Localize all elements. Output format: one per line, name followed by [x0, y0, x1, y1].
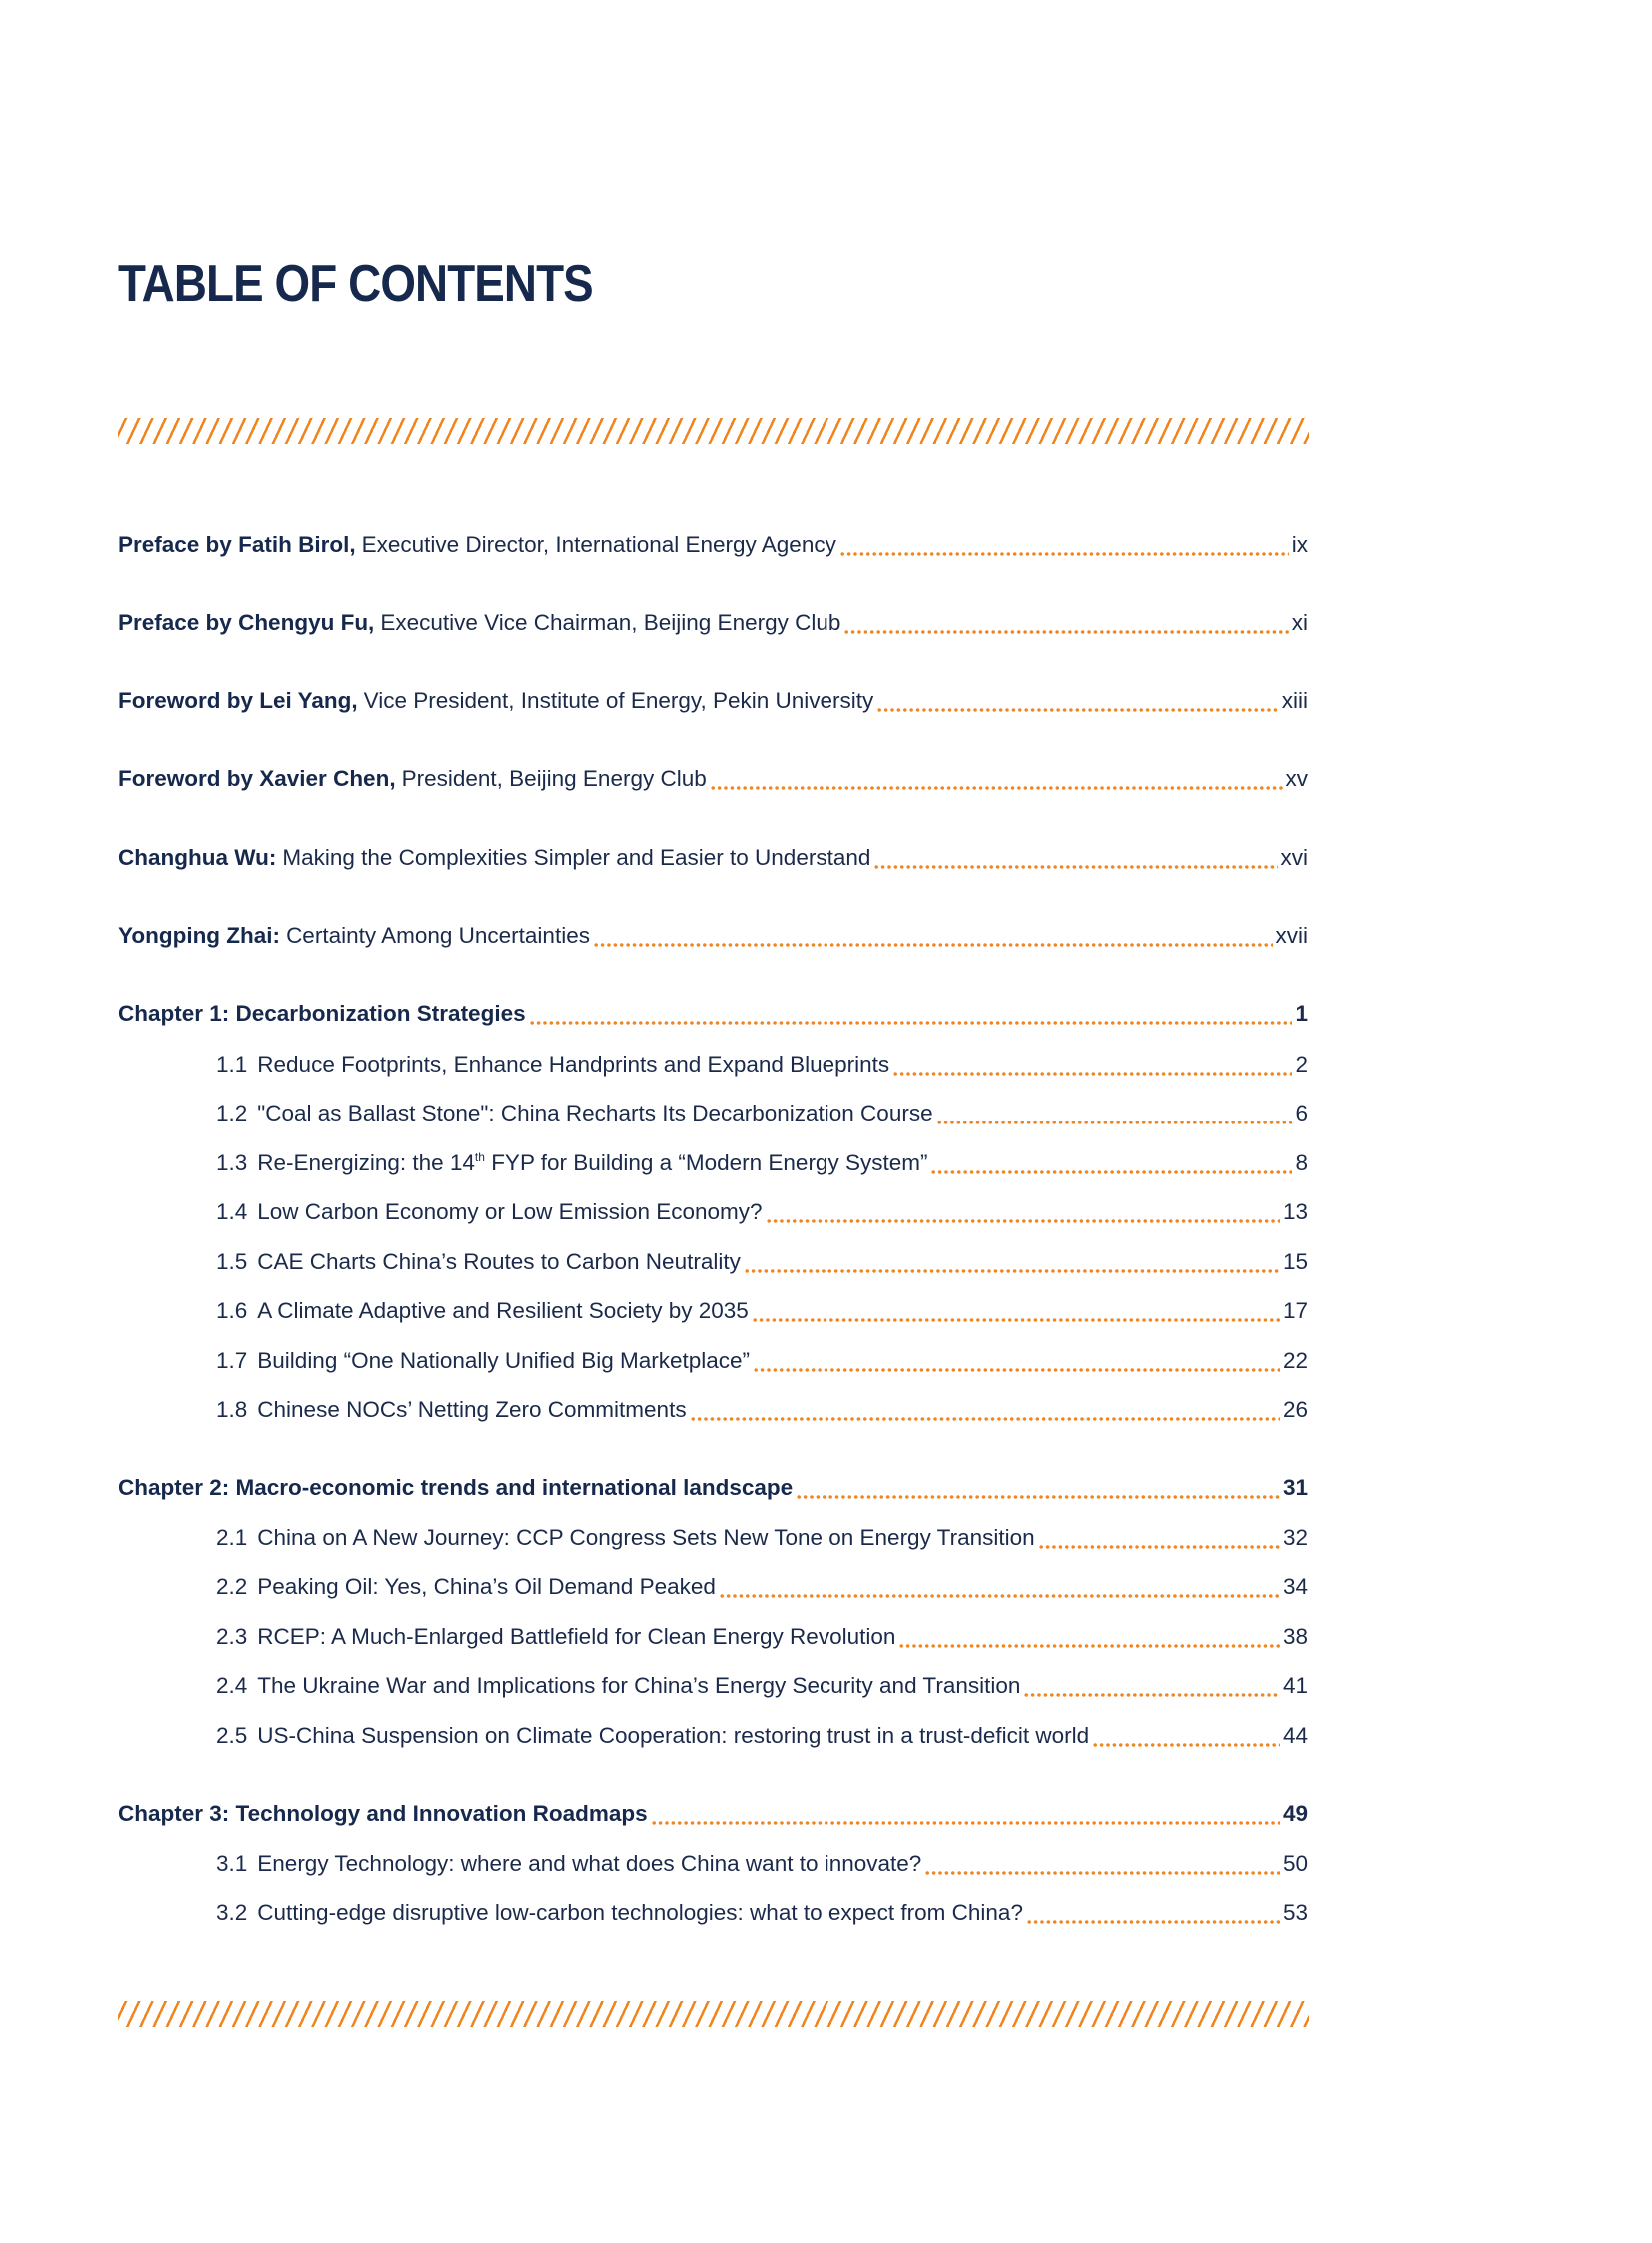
top-hatch-divider [118, 418, 1309, 444]
dot-leader [1023, 1693, 1280, 1697]
dot-leader [930, 1170, 1292, 1174]
section-title: China on A New Journey: CCP Congress Sets New Tone on Energy Transition [257, 1525, 1035, 1550]
toc-entry-yongping-zhai[interactable] [118, 923, 1308, 955]
entry-text: Certainty Among Uncertainties [286, 923, 590, 948]
page-number: 31 [1282, 1475, 1308, 1500]
section-number: 1.6 [216, 1298, 248, 1323]
page-number: 50 [1282, 1851, 1308, 1876]
toc-section-2-3[interactable] [216, 1624, 1308, 1656]
toc-section-2-5[interactable] [216, 1723, 1308, 1755]
toc-section-1-4[interactable] [216, 1199, 1308, 1231]
page-number: 53 [1282, 1900, 1308, 1925]
page-number: 34 [1282, 1574, 1308, 1599]
dot-leader [873, 865, 1277, 869]
section-title: US-China Suspension on Climate Cooperation: restoring trust in a trust-deficit world [257, 1723, 1090, 1748]
section-title: Energy Technology: where and what does China want to innovate? [257, 1851, 922, 1876]
dot-leader [924, 1871, 1280, 1875]
section-number: 1.4 [216, 1199, 248, 1224]
toc-chapter-1[interactable] [118, 1001, 1308, 1033]
page-number: 1 [1295, 1001, 1308, 1026]
dot-leader [753, 1368, 1280, 1372]
section-title: Chinese NOCs’ Netting Zero Commitments [257, 1397, 687, 1422]
toc-chapter-3[interactable] [118, 1801, 1308, 1833]
page-number: 32 [1282, 1525, 1308, 1550]
section-title: Peaking Oil: Yes, China’s Oil Demand Peaked [257, 1574, 716, 1599]
page-number: 41 [1282, 1673, 1308, 1698]
toc-section-3-2[interactable] [216, 1900, 1308, 1932]
page-number: 17 [1282, 1298, 1308, 1323]
chapter-title: Chapter 1: Decarbonization Strategies [118, 1001, 526, 1026]
entry-lead: Preface by Chengyu Fu, [118, 610, 375, 635]
dot-leader [529, 1021, 1293, 1025]
section-number: 3.1 [216, 1851, 248, 1876]
dot-leader [876, 708, 1278, 712]
section-title: Cutting-edge disruptive low-carbon technologies: what to expect from China? [257, 1900, 1023, 1925]
section-title [257, 1150, 927, 1176]
page-number: 49 [1282, 1801, 1308, 1826]
toc-section-2-4[interactable] [216, 1673, 1308, 1705]
section-number: 3.2 [216, 1900, 248, 1925]
page-number: 8 [1295, 1150, 1308, 1175]
page-number: 15 [1282, 1249, 1308, 1274]
dot-leader [766, 1219, 1280, 1223]
entry-lead: Changhua Wu: [118, 845, 277, 870]
page-number: xiii [1281, 688, 1308, 713]
dot-leader [651, 1821, 1280, 1825]
dot-leader [710, 786, 1283, 790]
toc-section-1-5[interactable] [216, 1249, 1308, 1281]
page-title: TABLE OF CONTENTS [118, 255, 593, 313]
section-title-part: Re-Energizing: the 14 [257, 1150, 475, 1175]
section-number: 2.4 [216, 1673, 248, 1698]
entry-lead: Preface by Fatih Birol, [118, 532, 356, 557]
page-number: 22 [1282, 1348, 1308, 1373]
page-number: 26 [1282, 1397, 1308, 1422]
toc-section-3-1[interactable] [216, 1851, 1308, 1883]
dot-leader [752, 1318, 1280, 1322]
dot-leader [892, 1072, 1292, 1076]
entry-text: President, Beijing Energy Club [401, 766, 707, 791]
page-number: xvii [1275, 923, 1308, 948]
page-number: 44 [1282, 1723, 1308, 1748]
section-title: Reduce Footprints, Enhance Handprints and Expand Blueprints [257, 1052, 890, 1077]
page-number: 38 [1282, 1624, 1308, 1649]
section-title: Low Carbon Economy or Low Emission Economy? [257, 1199, 763, 1224]
chapter-title: Chapter 3: Technology and Innovation Roadmaps [118, 1801, 648, 1826]
entry-text: Executive Vice Chairman, Beijing Energy Club [380, 610, 841, 635]
entry-lead: Foreword by Lei Yang, [118, 688, 358, 713]
dot-leader [1038, 1545, 1280, 1549]
dot-leader [719, 1594, 1280, 1598]
toc-entry-foreword-yang[interactable] [118, 688, 1308, 720]
dot-leader [690, 1417, 1280, 1421]
page-number: 6 [1295, 1101, 1308, 1125]
page-number: ix [1291, 532, 1308, 557]
section-number: 2.1 [216, 1525, 248, 1550]
toc-section-1-7[interactable] [216, 1348, 1308, 1380]
section-number: 1.3 [216, 1150, 248, 1175]
page-number: xi [1291, 610, 1308, 635]
section-number: 1.5 [216, 1249, 248, 1274]
section-title-part: FYP for Building a “Modern Energy System” [484, 1150, 928, 1175]
section-number: 2.3 [216, 1624, 248, 1649]
toc-entry-preface-fu[interactable] [118, 610, 1308, 642]
toc-entry-preface-birol[interactable] [118, 532, 1308, 564]
page-number: xv [1285, 766, 1308, 791]
entry-text: Vice President, Institute of Energy, Pekin University [363, 688, 874, 713]
toc-entry-changhua-wu[interactable] [118, 845, 1308, 877]
toc-entry-foreword-chen[interactable] [118, 766, 1308, 798]
section-title: "Coal as Ballast Stone": China Recharts Its Decarbonization Course [257, 1101, 933, 1125]
toc-section-2-1[interactable] [216, 1525, 1308, 1557]
dot-leader [936, 1121, 1293, 1124]
chapter-title: Chapter 2: Macro-economic trends and international landscape [118, 1475, 794, 1500]
section-number: 1.8 [216, 1397, 248, 1422]
superscript: th [474, 1150, 485, 1164]
page-number: 13 [1282, 1199, 1308, 1224]
dot-leader [898, 1644, 1280, 1648]
section-title: CAE Charts China’s Routes to Carbon Neutrality [257, 1249, 741, 1274]
page-number: 2 [1295, 1052, 1308, 1077]
toc-section-1-6[interactable] [216, 1298, 1308, 1330]
section-number: 1.7 [216, 1348, 248, 1373]
section-number: 2.2 [216, 1574, 248, 1599]
dot-leader [796, 1495, 1280, 1499]
section-title: A Climate Adaptive and Resilient Society by 2035 [257, 1298, 749, 1323]
dot-leader [593, 943, 1273, 947]
entry-lead: Yongping Zhai: [118, 923, 281, 948]
toc-section-1-3[interactable] [216, 1150, 1308, 1182]
dot-leader [1092, 1743, 1280, 1747]
dot-leader [843, 630, 1288, 634]
dot-leader [744, 1269, 1280, 1273]
section-number: 2.5 [216, 1723, 248, 1748]
section-number: 1.1 [216, 1052, 248, 1077]
dot-leader [839, 552, 1289, 556]
bottom-hatch-divider [118, 2001, 1309, 2027]
section-title: The Ukraine War and Implications for China’s Energy Security and Transition [257, 1673, 1021, 1698]
entry-text: Executive Director, International Energy Agency [361, 532, 836, 557]
section-number: 1.2 [216, 1101, 248, 1125]
toc-section-2-2[interactable] [216, 1574, 1308, 1606]
toc-section-1-1[interactable] [216, 1052, 1308, 1084]
toc-chapter-2[interactable] [118, 1475, 1308, 1507]
entry-text: Making the Complexities Simpler and Easier to Understand [282, 845, 871, 870]
page-number: xvi [1280, 845, 1308, 870]
toc-section-1-2[interactable] [216, 1101, 1308, 1132]
dot-leader [1026, 1920, 1280, 1924]
entry-lead: Foreword by Xavier Chen, [118, 766, 396, 791]
section-title: RCEP: A Much-Enlarged Battlefield for Clean Energy Revolution [257, 1624, 896, 1649]
toc-section-1-8[interactable] [216, 1397, 1308, 1429]
section-title: Building “One Nationally Unified Big Marketplace” [257, 1348, 751, 1373]
